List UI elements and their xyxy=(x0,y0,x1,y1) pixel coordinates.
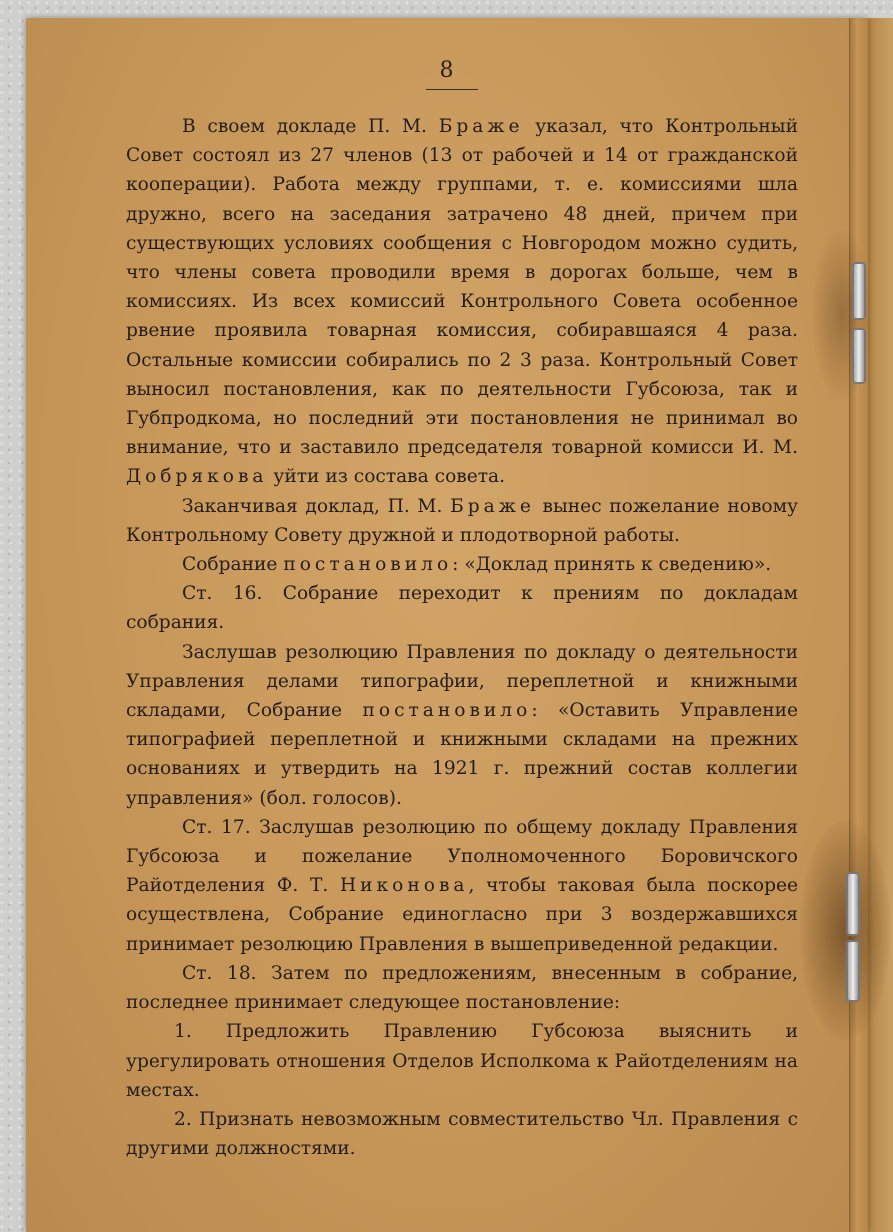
page-spine xyxy=(849,18,868,1232)
paragraph-p8 xyxy=(126,1017,798,1105)
paragraph-p7 xyxy=(126,959,798,1017)
spaced-text: Браже xyxy=(438,116,524,137)
text-segment: : «Доклад принять к сведению». xyxy=(452,554,772,576)
text-segment: 2. Признать невозможным совместительство Чл. Правления с другими должностями. xyxy=(126,1108,798,1160)
staple-bottom-upper xyxy=(846,872,860,936)
stain xyxy=(800,820,890,1040)
spaced-text: Браже xyxy=(450,495,535,517)
text-segment: , чтобы таковая была поскорее осуществлена, Собрание единогласно при 3 воздержавшихся принимает резолюцию Правления в вышеприведенной редакции. xyxy=(126,875,798,955)
text-segment: Ст. 17. Заслушав резолюцию по общему докладу Правления Губсоюза и пожелание Уполномоченного Боровичского Райотделения Ф. Т. xyxy=(126,816,798,897)
page-number-rule xyxy=(426,89,478,90)
staple-bottom-lower xyxy=(846,940,860,1002)
spaced-text: постановило xyxy=(283,554,453,576)
paragraph-p3 xyxy=(126,550,798,579)
text-segment: Заканчивая доклад, П. М. xyxy=(182,495,451,517)
next-page-edge xyxy=(868,18,893,1232)
spaced-text: Добрякова xyxy=(126,466,268,488)
paragraph-p6 xyxy=(126,813,798,959)
text-segment: Ст. 16. Собрание переходит к прениям по докладам собрания. xyxy=(126,583,798,634)
paragraph-p2 xyxy=(126,492,798,550)
paragraph-p4 xyxy=(126,579,798,637)
text-segment: : «Оставить Управление типографией переплетной и книжными складами на прежних основаниях и утвердить на 1921 г. прежний состав коллегии управления» (бол. голосов). xyxy=(126,700,798,809)
text-segment: Заслушав резолюцию Правления по докладу о деятельности Управления делами типографии, переплетной и книжными складами, Собрание xyxy=(126,641,798,722)
paragraph-p1 xyxy=(126,112,798,492)
paragraph-p9 xyxy=(126,1105,798,1163)
text-segment: указал, что Контрольный Совет состоял из 27 членов (13 от рабочей и 14 от гражданской кооперации). Работа между группами, т. е. комиссиями шла дружно, всего на заседания затрачено 48 дней, причем при существующих условиях сообщения с Новгородом можно судить, что члены совета проводили время в дорогах больше, чем в комиссиях. Из всех комиссий Контрольного Совета особенное рвение проявила товарная комиссия, собиравшаяся 4 раза. Остальные комиссии собирались по 2 3 раза. Контрольный Совет выносил постановления, как по деятельности Губсоюза, так и Губпродкома, но последний эти постановления не принимал во внимание, что и заставило председателя товарной комисси И. М. xyxy=(126,116,798,459)
text-segment: уйти из состава совета. xyxy=(267,466,506,488)
spaced-text: Никонова xyxy=(339,875,469,897)
page-number: 8 xyxy=(439,58,454,83)
text-segment: В своем докладе П. М. xyxy=(182,116,439,137)
text-segment: Собрание xyxy=(182,554,284,576)
staple-top-upper xyxy=(852,262,866,320)
body-text xyxy=(126,112,798,1163)
spaced-text: постановило xyxy=(362,700,532,722)
text-segment: 1. Предложить Правлению Губсоюза выяснить и урегулировать отношения Отделов Исполкома к Райотделениям на местах. xyxy=(126,1021,798,1101)
text-segment: вынес пожелание новому Контрольному Совету дружной и плодотворной работы. xyxy=(126,495,799,546)
paragraph-p5 xyxy=(126,638,798,813)
text-segment: Ст. 18. Затем по предложениям, внесенным в собрание, последнее принимает следующее постановление: xyxy=(126,962,798,1014)
staple-top-lower xyxy=(852,328,866,384)
